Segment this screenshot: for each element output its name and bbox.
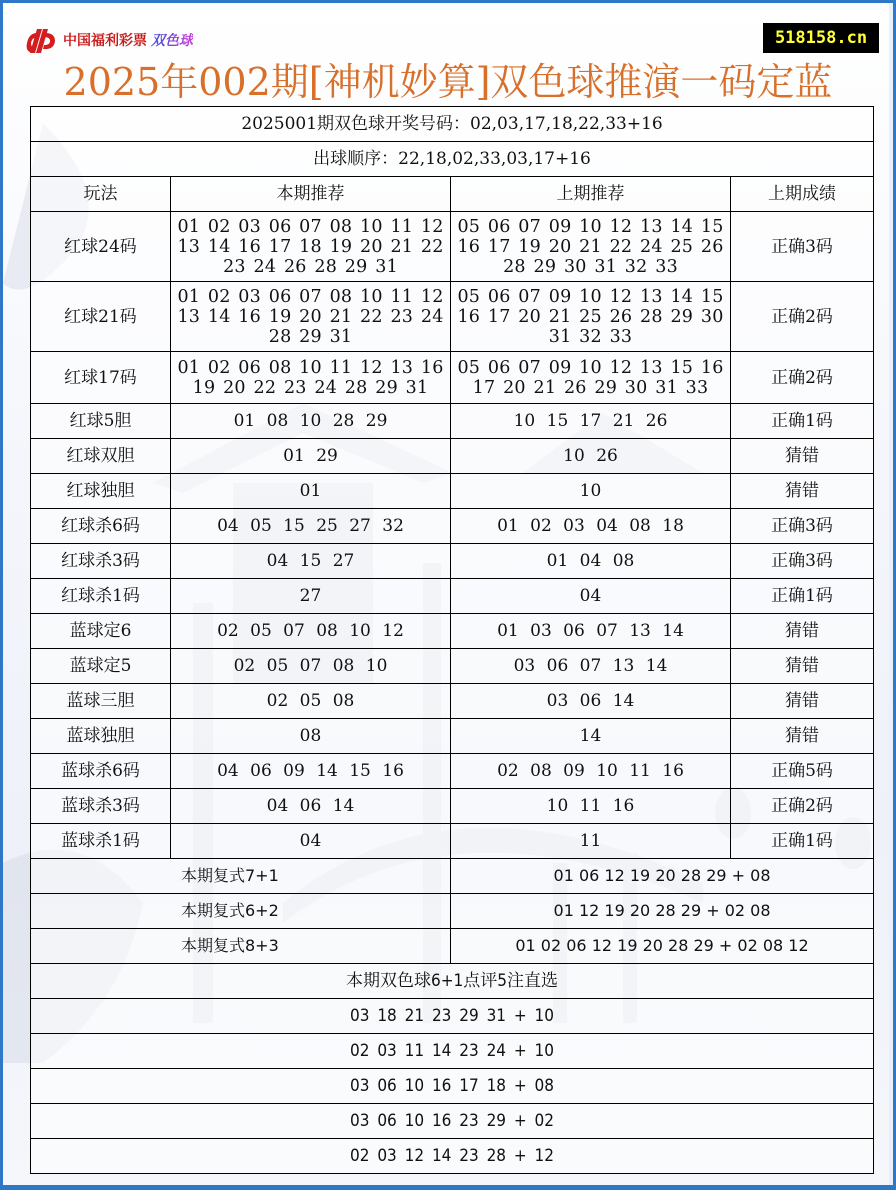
current-numbers: 27 bbox=[171, 579, 451, 614]
result: 正确3码 bbox=[731, 544, 874, 579]
number-line: 01 02 06 08 10 11 12 13 16 bbox=[177, 357, 444, 378]
table-row bbox=[31, 509, 874, 544]
play-name: 红球17码 bbox=[31, 352, 171, 404]
header-result: 上期成绩 bbox=[731, 177, 874, 212]
fushi-label: 本期复式7+1 bbox=[31, 859, 451, 894]
current-numbers: 04 06 09 14 15 16 bbox=[171, 754, 451, 789]
previous-numbers: 10 11 16 bbox=[451, 789, 731, 824]
number-line: 28 29 31 bbox=[268, 326, 353, 347]
current-numbers: 01 08 10 28 29 bbox=[171, 404, 451, 439]
fushi-numbers: 01 02 06 12 19 20 28 29 + 02 08 12 bbox=[451, 929, 874, 964]
fushi-row bbox=[31, 894, 874, 929]
page-title: 2025年002期[神机妙算]双色球推演一码定蓝 bbox=[63, 60, 833, 104]
logo-text: 中国福利彩票 bbox=[63, 33, 147, 49]
current-numbers: 01 29 bbox=[171, 439, 451, 474]
table-row bbox=[31, 789, 874, 824]
table-row bbox=[31, 754, 874, 789]
current-numbers: 04 bbox=[171, 824, 451, 859]
pick-row bbox=[31, 1139, 874, 1174]
result: 正确5码 bbox=[731, 754, 874, 789]
result: 正确2码 bbox=[731, 352, 874, 404]
previous-numbers: 03 06 07 13 14 bbox=[451, 649, 731, 684]
table-row bbox=[31, 579, 874, 614]
table-row bbox=[31, 282, 874, 352]
header-play: 玩法 bbox=[31, 177, 171, 212]
result: 猜错 bbox=[731, 474, 874, 509]
table-row bbox=[31, 474, 874, 509]
fushi-numbers: 01 06 12 19 20 28 29 + 08 bbox=[451, 859, 874, 894]
previous-numbers: 03 06 14 bbox=[451, 684, 731, 719]
table-row bbox=[31, 684, 874, 719]
pick-numbers: 03 06 10 16 23 29 + 02 bbox=[31, 1104, 874, 1139]
result: 正确2码 bbox=[731, 282, 874, 352]
number-line: 19 20 22 23 24 28 29 31 bbox=[192, 377, 429, 398]
header-current: 本期推荐 bbox=[171, 177, 451, 212]
picks-title: 本期双色球6+1点评5注直选 bbox=[31, 964, 874, 999]
table-row bbox=[31, 404, 874, 439]
play-name: 红球双胆 bbox=[31, 439, 171, 474]
current-numbers bbox=[171, 282, 451, 352]
play-name: 红球杀3码 bbox=[31, 544, 171, 579]
number-line: 23 24 26 28 29 31 bbox=[223, 256, 398, 277]
table-header-row bbox=[31, 177, 874, 212]
number-line: 13 14 16 19 20 21 22 23 24 bbox=[177, 306, 444, 327]
number-line: 16 17 20 21 25 26 28 29 30 bbox=[457, 306, 724, 327]
previous-numbers bbox=[451, 352, 731, 404]
prediction-table bbox=[30, 106, 874, 1174]
previous-numbers: 01 04 08 bbox=[451, 544, 731, 579]
previous-numbers: 10 15 17 21 26 bbox=[451, 404, 731, 439]
pick-numbers: 02 03 12 14 23 28 + 12 bbox=[31, 1139, 874, 1174]
current-numbers: 04 15 27 bbox=[171, 544, 451, 579]
result: 猜错 bbox=[731, 719, 874, 754]
play-name: 红球独胆 bbox=[31, 474, 171, 509]
current-numbers bbox=[171, 212, 451, 282]
play-name: 红球5胆 bbox=[31, 404, 171, 439]
play-name: 蓝球定5 bbox=[31, 649, 171, 684]
result: 猜错 bbox=[731, 684, 874, 719]
previous-numbers bbox=[451, 282, 731, 352]
current-numbers: 01 bbox=[171, 474, 451, 509]
table-row bbox=[31, 824, 874, 859]
table-row bbox=[31, 352, 874, 404]
previous-numbers: 02 08 09 10 11 16 bbox=[451, 754, 731, 789]
ball-order: 出球顺序：22,18,02,33,03,17+16 bbox=[31, 142, 874, 177]
number-line: 17 20 21 26 29 30 31 33 bbox=[472, 377, 709, 398]
number-line: 01 02 03 06 07 08 10 11 12 bbox=[177, 286, 444, 307]
site-badge[interactable]: 518158.cn bbox=[763, 23, 879, 53]
fushi-label: 本期复式8+3 bbox=[31, 929, 451, 964]
welfare-lottery-emblem-icon bbox=[23, 25, 59, 55]
result: 正确3码 bbox=[731, 509, 874, 544]
current-numbers: 02 05 07 08 10 bbox=[171, 649, 451, 684]
current-numbers bbox=[171, 352, 451, 404]
pick-numbers: 03 06 10 16 17 18 + 08 bbox=[31, 1069, 874, 1104]
play-name: 蓝球杀3码 bbox=[31, 789, 171, 824]
result: 猜错 bbox=[731, 649, 874, 684]
fushi-row bbox=[31, 929, 874, 964]
play-name: 蓝球定6 bbox=[31, 614, 171, 649]
logo-game-name: 双色球 bbox=[151, 30, 193, 50]
previous-numbers: 01 03 06 07 13 14 bbox=[451, 614, 731, 649]
welfare-lottery-logo bbox=[23, 23, 193, 57]
previous-numbers: 11 bbox=[451, 824, 731, 859]
play-name: 红球杀6码 bbox=[31, 509, 171, 544]
number-line: 31 32 33 bbox=[548, 326, 633, 347]
ball-order-row bbox=[31, 142, 874, 177]
header-previous: 上期推荐 bbox=[451, 177, 731, 212]
result: 正确1码 bbox=[731, 579, 874, 614]
play-name: 蓝球杀1码 bbox=[31, 824, 171, 859]
result: 正确2码 bbox=[731, 789, 874, 824]
pick-row bbox=[31, 1104, 874, 1139]
previous-numbers: 10 26 bbox=[451, 439, 731, 474]
table-row bbox=[31, 719, 874, 754]
play-name: 蓝球杀6码 bbox=[31, 754, 171, 789]
result: 正确3码 bbox=[731, 212, 874, 282]
number-line: 05 06 07 09 10 12 13 14 15 bbox=[457, 216, 724, 237]
pick-row bbox=[31, 999, 874, 1034]
fushi-row bbox=[31, 859, 874, 894]
number-line: 13 14 16 17 18 19 20 21 22 bbox=[177, 236, 444, 257]
pick-numbers: 02 03 11 14 23 24 + 10 bbox=[31, 1034, 874, 1069]
play-name: 蓝球三胆 bbox=[31, 684, 171, 719]
pick-row bbox=[31, 1069, 874, 1104]
previous-numbers: 10 bbox=[451, 474, 731, 509]
previous-numbers bbox=[451, 212, 731, 282]
current-numbers: 04 06 14 bbox=[171, 789, 451, 824]
previous-numbers: 14 bbox=[451, 719, 731, 754]
pick-row bbox=[31, 1034, 874, 1069]
table-row bbox=[31, 212, 874, 282]
result: 猜错 bbox=[731, 614, 874, 649]
number-line: 05 06 07 09 10 12 13 14 15 bbox=[457, 286, 724, 307]
table-row bbox=[31, 614, 874, 649]
previous-numbers: 04 bbox=[451, 579, 731, 614]
previous-numbers: 01 02 03 04 08 18 bbox=[451, 509, 731, 544]
table-row bbox=[31, 439, 874, 474]
picks-title-row bbox=[31, 964, 874, 999]
number-line: 05 06 07 09 10 12 13 15 16 bbox=[457, 357, 724, 378]
result: 猜错 bbox=[731, 439, 874, 474]
play-name: 红球24码 bbox=[31, 212, 171, 282]
number-line: 01 02 03 06 07 08 10 11 12 bbox=[177, 216, 444, 237]
table-row bbox=[31, 544, 874, 579]
pick-numbers: 03 18 21 23 29 31 + 10 bbox=[31, 999, 874, 1034]
number-line: 28 29 30 31 32 33 bbox=[503, 256, 678, 277]
current-numbers: 04 05 15 25 27 32 bbox=[171, 509, 451, 544]
current-numbers: 02 05 08 bbox=[171, 684, 451, 719]
table-row bbox=[31, 649, 874, 684]
winning-numbers-row bbox=[31, 107, 874, 142]
fushi-numbers: 01 12 19 20 28 29 + 02 08 bbox=[451, 894, 874, 929]
fushi-label: 本期复式6+2 bbox=[31, 894, 451, 929]
play-name: 红球杀1码 bbox=[31, 579, 171, 614]
play-name: 蓝球独胆 bbox=[31, 719, 171, 754]
number-line: 16 17 19 20 21 22 24 25 26 bbox=[457, 236, 724, 257]
result: 正确1码 bbox=[731, 404, 874, 439]
play-name: 红球21码 bbox=[31, 282, 171, 352]
current-numbers: 08 bbox=[171, 719, 451, 754]
page-frame bbox=[3, 3, 893, 1185]
result: 正确1码 bbox=[731, 824, 874, 859]
current-numbers: 02 05 07 08 10 12 bbox=[171, 614, 451, 649]
winning-numbers: 2025001期双色球开奖号码：02,03,17,18,22,33+16 bbox=[31, 107, 874, 142]
